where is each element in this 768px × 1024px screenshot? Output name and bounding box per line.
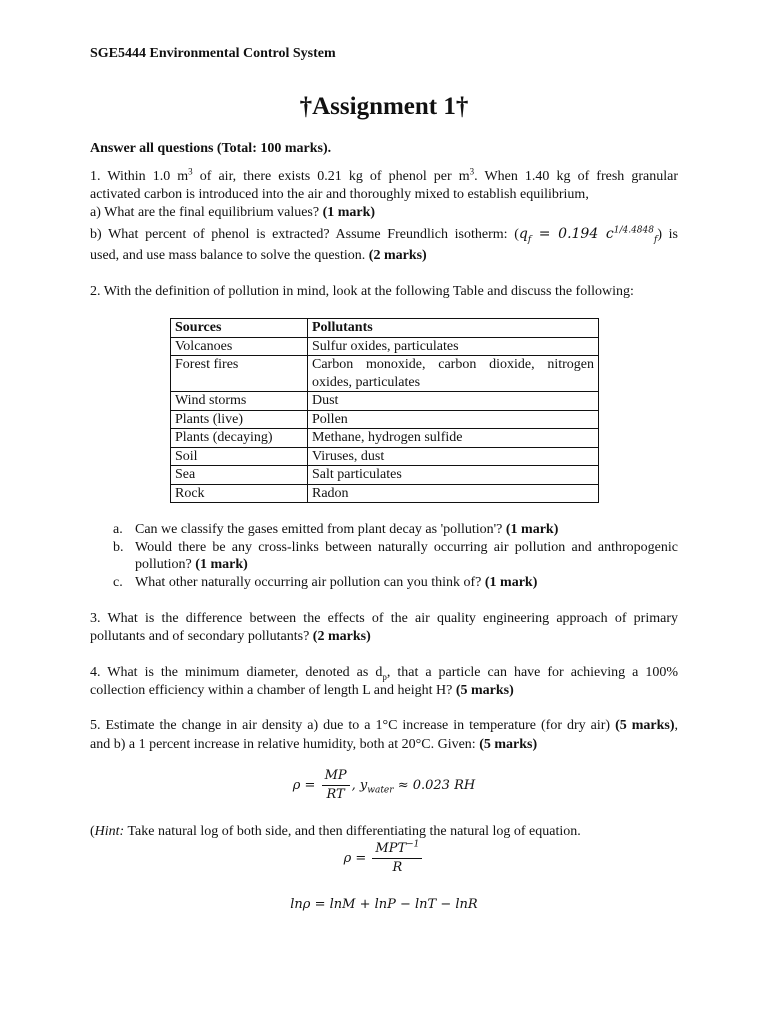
q3-line1: 3. What is the difference between the effects of the air quality engineering approach of primary <box>90 611 678 626</box>
q2-item-c: c. What other naturally occurring air pollution can you think of? (1 mark) <box>113 575 538 590</box>
course-title: SGE5444 Environmental Control System <box>90 46 336 61</box>
column-header: Pollutants <box>308 319 599 338</box>
density-equation-2: ρ = $\frac{MPT^{-1}}{R}$ <box>0 840 768 877</box>
q1-line1: 1. Within 1.0 $m^3$ of air, there exists 0.21 kg of phenol per $m^3$. When 1.40 kg of fresh granular <box>90 166 678 184</box>
pollutant-cell: Radon <box>308 484 599 503</box>
column-header: Sources <box>171 319 308 338</box>
pollutant-cell: Viruses, dust <box>308 447 599 466</box>
table-row <box>171 392 599 411</box>
pollution-sources-table <box>170 318 599 503</box>
table-row <box>171 337 599 356</box>
source-cell: Plants (live) <box>171 410 308 429</box>
source-cell: Sea <box>171 466 308 485</box>
table-row <box>171 429 599 448</box>
pollutant-cell: Methane, hydrogen sulfide <box>308 429 599 448</box>
q2-intro: 2. With the definition of pollution in mind, look at the following Table and discuss the following: <box>90 284 634 299</box>
table-header-row <box>171 319 599 338</box>
freundlich-formula: $q_f = 0.194$ $c^{1/4.4848}_f$ <box>518 225 658 245</box>
source-cell: Volcanoes <box>171 337 308 356</box>
density-equation: ρ = $\frac{MP}{RT}$ , $y_{water} \approx 0.023$ RH <box>292 768 476 802</box>
hint-line: (Hint: Take natural log of both side, and then differentiating the natural log of equation. <box>90 824 581 839</box>
q2-item-a: a. Can we classify the gases emitted from plant decay as 'pollution'? (1 mark) <box>113 522 559 537</box>
source-cell: Forest fires <box>171 356 308 392</box>
assignment-title: †Assignment 1† <box>299 93 469 120</box>
source-cell: Wind storms <box>171 392 308 411</box>
q5-line1: 5. Estimate the change in air density a) due to a 1°C increase in temperature (for dry air) (5 marks), <box>90 718 678 733</box>
q4-line1: 4. What is the minimum diameter, denoted as $d_p$, that a particle can have for achieving a 100% <box>90 665 678 682</box>
pollutant-cell: Pollen <box>308 410 599 429</box>
table-row <box>171 356 599 392</box>
q2-item-b: b. Would there be any cross-links between naturally occurring air pollution and anthropogenic pollution? (1 mark) <box>113 540 678 572</box>
pollutant-cell: Carbon monoxide, carbon dioxide, nitrogen oxides, particulates <box>308 356 599 392</box>
q4-line2: collection efficiency within a chamber of length L and height H? (5 marks) <box>90 683 514 698</box>
pollutant-cell: Sulfur oxides, particulates <box>308 337 599 356</box>
table-row <box>171 410 599 429</box>
pollutant-cell: Salt particulates <box>308 466 599 485</box>
table-row <box>171 484 599 503</box>
q3-line2: pollutants and of secondary pollutants? (2 marks) <box>90 629 371 644</box>
log-equation: lnρ = lnM + lnP − lnT − lnR <box>290 897 478 912</box>
pollutant-cell: Dust <box>308 392 599 411</box>
table-row <box>171 466 599 485</box>
q1-part-b: b) What percent of phenol is extracted? Assume Freundlich isotherm: ($q_f = 0.194$ $c^{1/4.4848}_f$) is <box>90 225 678 245</box>
source-cell: Plants (decaying) <box>171 429 308 448</box>
source-cell: Rock <box>171 484 308 503</box>
q5-line2: and b) a 1 percent increase in relative humidity, both at 20°C. Given: (5 marks) <box>90 737 538 752</box>
table-row <box>171 447 599 466</box>
q1-line2: activated carbon is introduced into the air and thoroughly mixed to establish equilibrium, <box>90 187 589 202</box>
instructions: Answer all questions (Total: 100 marks). <box>90 141 332 156</box>
q1-part-b-line2: used, and use mass balance to solve the question. (2 marks) <box>90 248 427 263</box>
q1-part-a: a) What are the final equilibrium values? (1 mark) <box>90 205 376 220</box>
source-cell: Soil <box>171 447 308 466</box>
